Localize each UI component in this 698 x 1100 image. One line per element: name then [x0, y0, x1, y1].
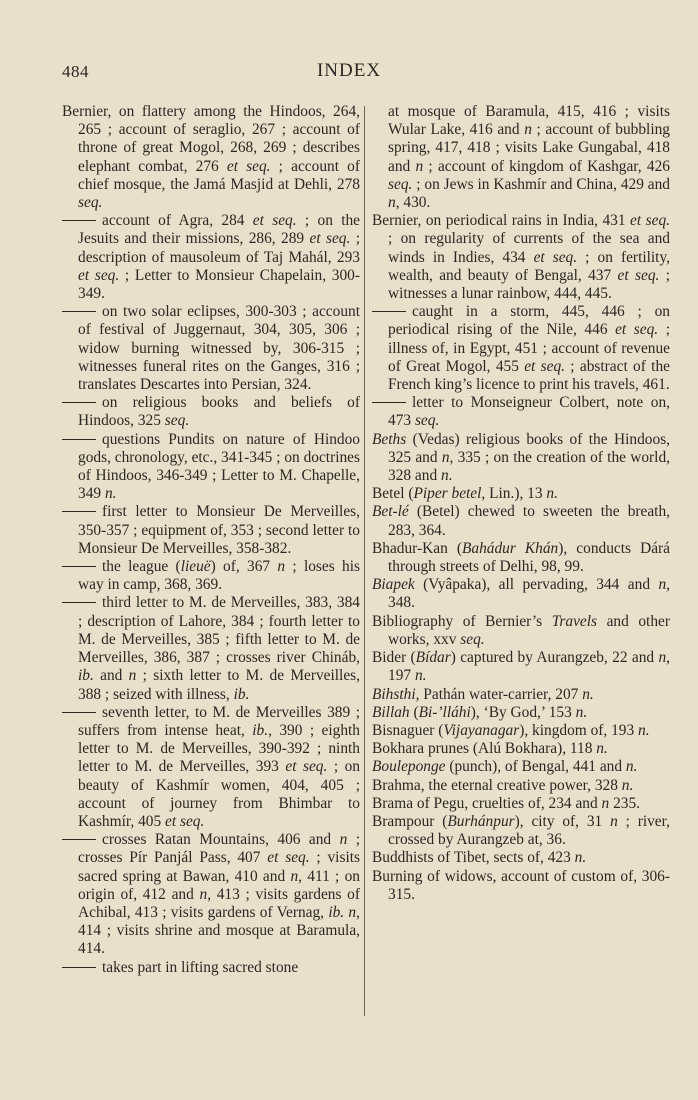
index-entry	[372, 503, 670, 539]
italic-text: Bi-’lláhi	[418, 703, 471, 721]
entry-text: seventh letter, to M. de Merveilles 389 ; suffers from intense heat,	[78, 703, 360, 739]
index-entry	[372, 722, 670, 740]
entry-text: ), conducts Dárá through streets of Delhi, 98, 99.	[388, 539, 670, 576]
entry-text: , 348.	[388, 576, 670, 612]
repeat-dash	[62, 602, 96, 603]
italic-text: et seq.	[617, 266, 660, 284]
index-entry	[372, 777, 670, 795]
index-entry	[62, 431, 360, 504]
index-entry	[372, 868, 670, 904]
entry-text: letter to Monseigneur Colbert, note on, 473	[388, 394, 670, 430]
entry-text: , Pathán water-carrier, 207	[415, 685, 583, 703]
index-entry	[62, 503, 360, 558]
entry-text: caught in a storm, 445, 446 ; on periodical rising of the Nile, 446	[388, 303, 670, 339]
italic-text: Burhánpur	[447, 812, 515, 830]
index-entry	[372, 212, 670, 303]
index-entry	[372, 795, 670, 813]
italic-text: Travels	[551, 612, 598, 630]
index-entry	[372, 394, 670, 430]
italic-text: et seq.	[524, 357, 565, 375]
index-entry	[62, 394, 360, 430]
italic-text: n.	[414, 667, 427, 685]
entry-text: , 197	[388, 649, 670, 685]
entry-text: ; illness of, in Egypt, 451 ; account of revenue of Great Mogol, 455	[388, 321, 670, 375]
repeat-dash	[62, 566, 96, 567]
repeat-dash	[372, 402, 406, 403]
entry-text: ; loses his way in camp, 368, 369.	[78, 558, 360, 594]
repeat-dash	[62, 967, 96, 968]
repeat-dash	[62, 439, 96, 440]
index-entry	[372, 740, 670, 758]
italic-text: n	[290, 867, 299, 885]
entry-text: third letter to M. de Merveilles, 383, 384 ; description of Lahore, 384 ; fourth letter to M. de Merveilles, 385 ; fifth letter to M. de Merveilles, 386, 387 ; crosses river Chináb,	[78, 594, 360, 667]
entry-text: , 413 ; visits gardens of Achibal, 413 ; visits gardens of Vernag,	[78, 885, 360, 921]
italic-text: n.	[582, 685, 594, 703]
index-entry	[62, 594, 360, 703]
entry-text: crosses Ratan Mountains, 406 and	[102, 831, 340, 849]
index-entry	[372, 758, 670, 776]
entry-text: (	[409, 703, 419, 721]
italic-text: seq.	[414, 412, 440, 430]
italic-text: et seq.	[252, 212, 297, 230]
entry-text: ; abstract of the French king’s licence to print his travels, 461.	[388, 357, 670, 394]
italic-text: Bídar	[415, 649, 451, 667]
index-entry	[62, 558, 360, 594]
index-entry	[372, 686, 670, 704]
italic-text: Billah	[372, 703, 410, 721]
entry-text: ; Letter to Monsieur Chapelain, 300-349.	[78, 266, 360, 303]
italic-text: Bet-lé	[372, 503, 409, 521]
page-number: 484	[62, 62, 89, 81]
index-entry	[372, 103, 670, 212]
index-entry	[62, 959, 360, 977]
entry-text: Bokhara prunes (Alú Bokhara), 118	[372, 740, 597, 758]
repeat-dash	[62, 311, 96, 312]
italic-text: n.	[625, 758, 638, 776]
italic-text: n	[388, 194, 396, 212]
index-entry	[62, 303, 360, 394]
italic-text: n.	[596, 740, 608, 758]
italic-text: n	[339, 831, 348, 849]
entry-text: and	[93, 667, 129, 685]
italic-text: n	[128, 667, 137, 685]
entry-text: ) of, 367	[210, 558, 278, 576]
index-entry	[372, 849, 670, 867]
entry-text: ; river, crossed by Aurangzeb at, 36.	[388, 812, 670, 849]
italic-text: n.	[441, 467, 453, 485]
entry-text: ; on Jews in Kashmír and China, 429 and	[412, 175, 670, 193]
entry-text: Bisnaguer (	[372, 721, 444, 739]
italic-text: Bahádur Khán	[461, 539, 559, 557]
italic-text: et seq.	[630, 212, 670, 230]
entry-text: , 411 ; on origin of, 412 and	[78, 867, 360, 903]
italic-text: et seq.	[78, 266, 120, 284]
italic-text: n	[277, 558, 286, 576]
entry-text: ; on regularity of currents of the sea and winds in Indies, 434	[388, 230, 670, 266]
index-entry	[62, 103, 360, 212]
entry-text: ; sixth letter to M. de Merveilles, 388 ; seized with illness,	[78, 667, 360, 703]
entry-text: Buddhists of Tibet, sects of, 423	[372, 849, 575, 867]
column-divider	[364, 106, 365, 1016]
entry-text: the league (	[102, 558, 181, 576]
italic-text: ib. n	[328, 903, 357, 921]
entry-text: ), ‘By God,’ 153	[470, 703, 576, 721]
italic-text: Vijayanagar	[443, 721, 520, 739]
index-entry	[372, 303, 670, 394]
entry-text: Bhadur-Kan (	[372, 539, 462, 557]
italic-text: n.	[638, 721, 650, 739]
italic-text: et seq.	[267, 849, 310, 867]
index-entry	[372, 540, 670, 576]
italic-text: et seq.	[309, 230, 351, 248]
entry-text: , Lin.), 13	[481, 485, 547, 503]
entry-text: (Vyâpaka), all pervading, 344 and	[414, 576, 659, 594]
italic-text: n.	[104, 485, 117, 503]
italic-text: et seq.	[165, 812, 205, 830]
entry-text: ; account of bubbling spring, 417, 418 ; visits Lake Gungabal, 418 and	[388, 121, 670, 175]
entry-text: , 414 ; visits shrine and mosque at Baramula, 414.	[78, 903, 360, 958]
italic-text: n.	[574, 849, 587, 867]
index-entry	[62, 831, 360, 958]
index-entry	[372, 813, 670, 849]
index-entry	[372, 485, 670, 503]
entry-text: takes part in lifting sacred stone	[102, 958, 299, 976]
italic-text: seq.	[164, 412, 190, 430]
entry-text: Brahma, the eternal creative power, 328	[372, 776, 622, 794]
entry-text: on two solar eclipses, 300-303 ; account of festival of Juggernaut, 304, 305, 306 ; widow burning witnessed by, 306-315 ; witnesses funeral rites on the Ganges, 316 ; translates Descartes into Persian, 324.	[78, 303, 360, 394]
italic-text: Beths	[372, 430, 407, 448]
italic-text: Biapek	[372, 576, 415, 594]
entry-text: , 335 ; on the creation of the world, 328 and	[388, 448, 670, 485]
italic-text: n	[658, 649, 667, 667]
entry-text: (Betel) chewed to sweeten the breath, 283, 364.	[388, 503, 670, 539]
entry-text: , 430.	[395, 194, 431, 212]
entry-text: Burning of widows, account of custom of, 306-315.	[372, 867, 670, 903]
entry-text: on religious books and beliefs of Hindoos, 325	[78, 394, 360, 430]
right-column	[372, 103, 670, 904]
italic-text: et seq.	[533, 248, 578, 266]
italic-text: seq.	[78, 194, 103, 212]
index-entry	[372, 704, 670, 722]
italic-text: seq.	[388, 175, 413, 193]
index-entry	[372, 649, 670, 685]
repeat-dash	[62, 712, 96, 713]
italic-text: n	[524, 121, 532, 139]
index-entry	[372, 576, 670, 612]
entry-text: Bider (	[372, 649, 416, 667]
repeat-dash	[62, 220, 96, 221]
entry-text: (Vedas) religious books of the Hindoos, 325 and	[388, 430, 670, 466]
italic-text: Bouleponge	[372, 758, 446, 776]
index-entry	[62, 212, 360, 303]
italic-text: seq.	[460, 630, 485, 648]
page-title: INDEX	[316, 60, 382, 81]
index-entry	[372, 613, 670, 649]
repeat-dash	[372, 311, 406, 312]
italic-text: n.	[621, 776, 634, 794]
entry-text: ; description of mausoleum of Taj Mahál, 293	[78, 230, 360, 266]
index-entry	[62, 704, 360, 831]
entry-text: 235.	[609, 794, 640, 812]
entry-text: (punch), of Bengal, 441 and	[445, 758, 626, 776]
italic-text: et seq.	[615, 321, 659, 339]
entry-text: ; account of chief mosque, the Jamá Masjid at Dehli, 278	[78, 157, 360, 193]
italic-text: Piper betel	[413, 485, 482, 503]
entry-text: ), kingdom of, 193	[519, 721, 639, 739]
index-entry	[372, 431, 670, 486]
entry-text: ; crosses Pír Panjál Pass, 407	[78, 831, 361, 867]
italic-text: n	[658, 576, 667, 594]
entry-text: first letter to Monsieur De Merveilles, 350-357 ; equipment of, 353 ; second letter to Monsieur De Merveilles, 358-382.	[78, 503, 360, 557]
entry-text: ) captured by Aurangzeb, 22 and	[450, 649, 659, 667]
italic-text: lieuë	[180, 558, 211, 576]
italic-text: et seq.	[226, 157, 271, 175]
italic-text: n	[415, 157, 424, 175]
repeat-dash	[62, 511, 96, 512]
entry-text: ; on beauty of Kashmír women, 404, 405 ; account of journey from Bhimbar to Kashmír, 405	[78, 758, 360, 830]
italic-text: ib.	[78, 667, 94, 685]
italic-text: n	[601, 794, 610, 812]
entry-text: ; on the Jesuits and their missions, 286, 289	[78, 212, 361, 248]
entry-text: Betel (	[372, 485, 414, 503]
italic-text: n	[441, 448, 450, 466]
entry-text: ), city of, 31	[514, 812, 611, 830]
entry-text: ; witnesses a lunar rainbow, 444, 445.	[388, 266, 670, 303]
italic-text: Bihsthi	[372, 685, 416, 703]
repeat-dash	[62, 839, 96, 840]
entry-text: Brama of Pegu, cruelties of, 234 and	[372, 794, 602, 812]
entry-text: and other works, xxv	[388, 612, 670, 648]
entry-text: , 390 ; eighth letter to M. de Merveilles, 390-392 ; ninth letter to M. de Merveilles, 393	[78, 721, 360, 776]
entry-text: ; on fertility, wealth, and beauty of Bengal, 437	[388, 248, 670, 284]
italic-text: ib.	[233, 685, 250, 703]
italic-text: n	[610, 812, 618, 830]
italic-text: ib.	[252, 721, 269, 739]
italic-text: n.	[546, 485, 558, 503]
left-column	[62, 103, 360, 977]
entry-text: at mosque of Baramula, 415, 416 ; visits Wular Lake, 416 and	[388, 103, 670, 139]
entry-text: ; visits sacred spring at Bawan, 410 and	[78, 849, 360, 885]
entry-text: questions Pundits on nature of Hindoo gods, chronology, etc., 341-345 ; on doctrines of Hindoos, 346-349 ; Letter to M. Chapelle, 349	[78, 430, 360, 503]
entry-text: account of Agra, 284	[102, 212, 253, 230]
italic-text: et seq.	[285, 758, 328, 776]
entry-text: Bernier, on periodical rains in India, 431	[372, 212, 631, 230]
entry-text: Bernier, on flattery among the Hindoos, 264, 265 ; account of seraglio, 267 ; account of throne of great Mogol, 268, 269 ; describes elephant combat, 276	[62, 103, 360, 175]
italic-text: n	[199, 885, 208, 903]
entry-text: Brampour (	[372, 812, 448, 830]
italic-text: n.	[575, 703, 588, 721]
entry-text: Bibliography of Bernier’s	[372, 612, 552, 630]
entry-text: ; account of kingdom of Kashgar, 426	[423, 157, 670, 175]
repeat-dash	[62, 402, 96, 403]
